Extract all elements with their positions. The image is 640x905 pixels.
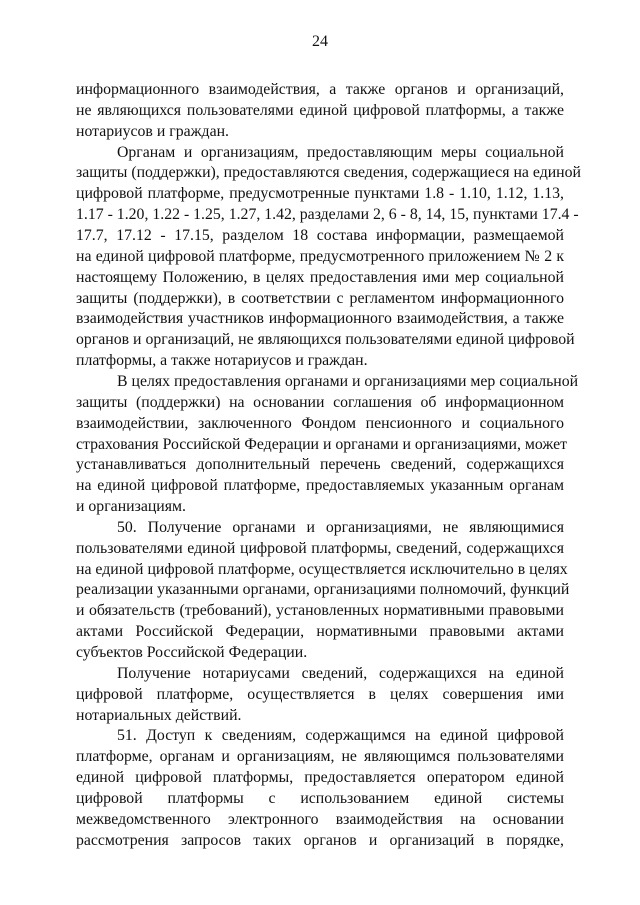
text-line: защиты (поддержки) на основании соглашения об информационном: [76, 393, 564, 411]
text-line: 1.17 - 1.20, 1.22 - 1.25, 1.27, 1.42, разделами 2, 6 - 8, 14, 15, пунктами 17.4 -: [76, 206, 579, 224]
text-line: устанавливаться дополнительный перечень сведений, содержащихся: [76, 456, 564, 474]
text-line: страхования Российской Федерации и органами и организациями, может: [76, 435, 567, 453]
text-line: настоящему Положению, в целях предоставления ими мер социальной: [76, 268, 564, 286]
text-line: и обязательств (требований), установленных нормативными правовыми: [76, 602, 564, 620]
text-line: платформе, органам и организациям, не являющимся пользователями: [76, 748, 564, 766]
text-line: Получение нотариусами сведений, содержащихся на единой: [117, 664, 564, 682]
text-line: платформы, а также нотариусов и граждан.: [76, 352, 368, 370]
text-line: Органам и организациям, предоставляющим меры социальной: [117, 143, 564, 161]
text-line: пользователями единой цифровой платформы, сведений, содержащихся: [76, 539, 564, 557]
text-line: актами Российской Федерации, нормативными правовыми актами: [76, 623, 564, 641]
text-line: взаимодействии, заключенного Фондом пенсионного и социального: [76, 414, 564, 432]
text-line: цифровой платформе, предусмотренные пунктами 1.8 - 1.10, 1.12, 1.13,: [76, 185, 564, 203]
text-line: на единой цифровой платформе, предусмотренного приложением № 2 к: [76, 247, 564, 265]
text-line: единой цифровой платформы, предоставляется оператором единой: [76, 769, 564, 787]
text-line: 50. Получение органами и организациями, не являющимися: [117, 518, 564, 536]
text-line: защиты (поддержки), предоставляются сведения, содержащиеся на единой: [76, 164, 581, 182]
text-line: субъектов Российской Федерации.: [76, 644, 308, 661]
text-line: В целях предоставления органами и организациями мер социальной: [117, 372, 579, 390]
text-line: межведомственного электронного взаимодействия на основании: [76, 810, 564, 828]
text-line: 17.7, 17.12 - 17.15, разделом 18 состава информации, размещаемой: [76, 227, 564, 244]
text-line: на единой цифровой платформе, предоставляемых указанным органам: [76, 477, 564, 495]
text-line: нотариусов и граждан.: [76, 122, 229, 140]
text-line: нотариальных действий.: [76, 706, 242, 724]
text-line: взаимодействия участников информационного взаимодействия, а также: [76, 310, 564, 328]
text-line: рассмотрения запросов таких органов и организаций в порядке,: [76, 831, 564, 849]
text-line: не являющихся пользователями единой цифровой платформы, а также: [76, 101, 564, 119]
text-line: 51. Доступ к сведениям, содержащимся на единой цифровой: [117, 727, 564, 745]
page-number: 24: [312, 33, 328, 50]
text-line: реализации указанными органами, организациями полномочий, функций: [76, 581, 570, 599]
text-line: цифровой платформе, осуществляется в целях совершения ими: [76, 685, 564, 703]
text-line: защиты (поддержки), в соответствии с регламентом информационного: [76, 289, 564, 307]
text-line: органов и организаций, не являющихся пользователями единой цифровой: [76, 331, 575, 349]
text-line: информационного взаимодействия, а также органов и организаций,: [76, 81, 564, 98]
text-line: цифровой платформы с использованием единой системы: [76, 789, 564, 807]
text-line: и организациям.: [76, 498, 186, 515]
text-line: на единой цифровой платформе, осуществляется исключительно в целях: [76, 560, 568, 578]
